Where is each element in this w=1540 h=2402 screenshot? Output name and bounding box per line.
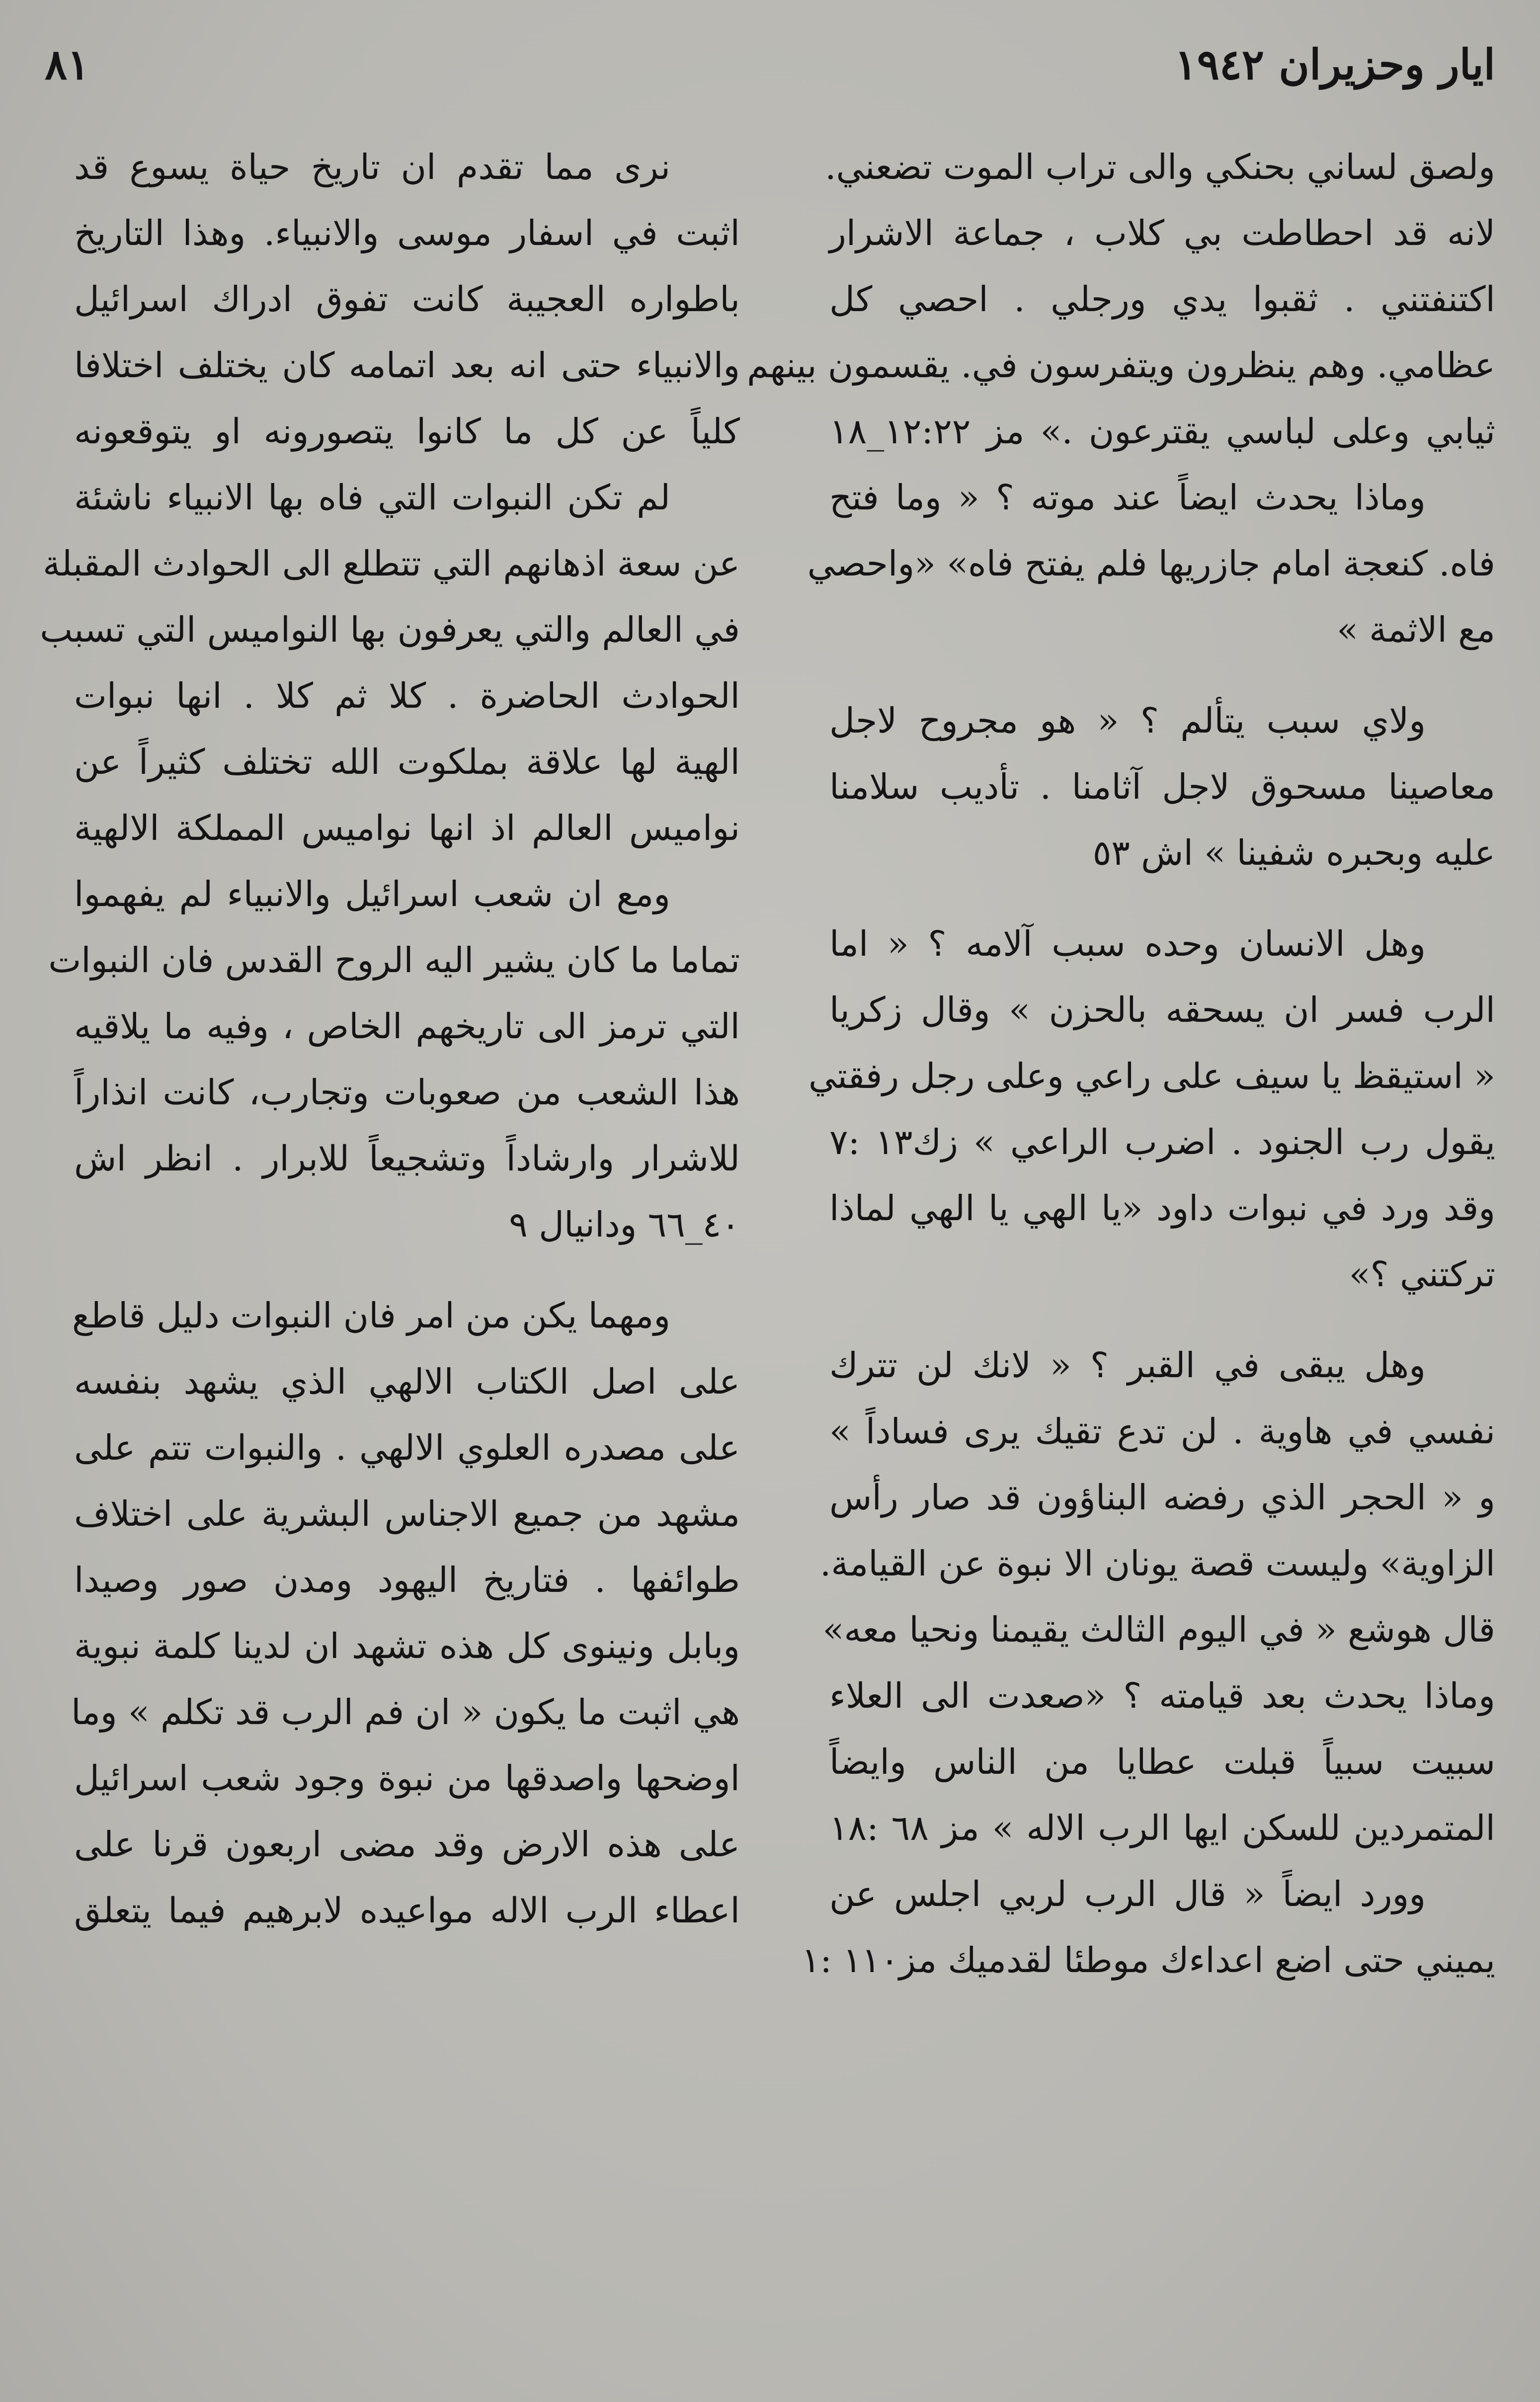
text-line: الرب فسر ان يسحقه بالحزن » وقال زكريا (829, 990, 1495, 1030)
paragraph-gap (74, 1258, 740, 1283)
text-line: على اصل الكتاب الالهي الذي يشهد بنفسه (74, 1361, 740, 1402)
text-line: باطواره العجيبة كانت تفوق ادراك اسرائيل (74, 279, 740, 320)
text-line: وبابل ونينوى كل هذه تشهد ان لدينا كلمة نبوية (74, 1626, 740, 1666)
text-line: نرى مما تقدم ان تاريخ حياة يسوع قد (74, 147, 670, 187)
text-line: المتمردين للسكن ايها الرب الاله » مز ٦٨ :١٨ (829, 1808, 1496, 1848)
text-line: والانبياء حتى انه بعد اتمامه كان يختلف اختلافا (74, 345, 740, 386)
text-line: عظامي. وهم ينظرون ويتفرسون في. يقسمون بينهم (747, 345, 1495, 386)
page-header (45, 35, 1495, 109)
text-line: لم تكن النبوات التي فاه بها الانبياء ناشئة (74, 477, 670, 518)
text-line: عليه وبحبره شفينا » اش ٥٣ (1092, 832, 1495, 873)
text-line: مع الاثمة » (1337, 609, 1495, 650)
text-line: وماذا يحدث بعد قيامته ؟ «صعدت الى العلاء (829, 1675, 1495, 1716)
text-line: ولاي سبب يتألم ؟ « هو مجروح لاجل (829, 700, 1426, 741)
text-line: الحوادث الحاضرة . كلا ثم كلا . انها نبوات (74, 675, 740, 716)
text-line: وماذا يحدث ايضاً عند موته ؟ « وما فتح (829, 477, 1426, 518)
text-line: الزاوية» وليست قصة يونان الا نبوة عن القيامة. (819, 1543, 1495, 1584)
running-title: ايار وحزيران ١٩٤٢ (1174, 40, 1495, 89)
text-line: للاشرار وارشاداً وتشجيعاً للابرار . انظر اش (74, 1138, 740, 1179)
text-line: وقد ورد في نبوات داود «يا الهي يا الهي لماذا (829, 1188, 1495, 1229)
text-line: يميني حتى اضع اعداءك موطئا لقدميك مز١١٠ :١ (801, 1940, 1495, 1981)
right-text-column (747, 134, 1496, 1993)
text-line: التي ترمز الى تاريخهم الخاص ، وفيه ما يلاقيه (74, 1006, 740, 1047)
text-line: وورد ايضاً « قال الرب لربي اجلس عن (829, 1874, 1426, 1914)
text-line: اثبت في اسفار موسى والانبياء. وهذا التاريخ (74, 213, 740, 253)
left-text-column (40, 134, 740, 1944)
text-line: في العالم والتي يعرفون بها النواميس التي تسبب (40, 609, 740, 650)
text-line: قال هوشع « في اليوم الثالث يقيمنا ونحيا معه» (822, 1609, 1495, 1650)
text-line: « استيقظ يا سيف على راعي وعلى رجل رفقتي (808, 1056, 1495, 1096)
text-line: فاه. كنعجة امام جازريها فلم يفتح فاه» «واحصي (807, 543, 1495, 584)
text-line: يقول رب الجنود . اضرب الراعي » زك١٣ :٧ (829, 1122, 1495, 1162)
text-line: ومهما يكن من امر فان النبوات دليل قاطع (72, 1295, 670, 1336)
paragraph-gap (829, 663, 1495, 688)
page-number: ٨١ (45, 40, 90, 89)
text-line: ثيابي وعلى لباسي يقترعون .» مز ١٢:٢٢_١٨ (829, 411, 1495, 452)
text-line: نفسي في هاوية . لن تدع تقيك يرى فساداً » (829, 1411, 1495, 1452)
text-line: هذا الشعب من صعوبات وتجارب، كانت انذاراً (74, 1072, 740, 1113)
text-line: ومع ان شعب اسرائيل والانبياء لم يفهموا (74, 874, 670, 914)
text-line: كلياً عن كل ما كانوا يتصورونه او يتوقعونه (74, 411, 740, 452)
paragraph-gap (829, 886, 1495, 911)
text-line: وهل يبقى في القبر ؟ « لانك لن تترك (829, 1345, 1426, 1386)
text-line: على مصدره العلوي الالهي . والنبوات تتم على (74, 1427, 740, 1468)
text-line: الهية لها علاقة بملكوت الله تختلف كثيراً عن (74, 742, 740, 782)
paragraph-gap (829, 1308, 1495, 1332)
text-line: وهل الانسان وحده سبب آلامه ؟ « اما (829, 923, 1426, 964)
text-line: مشهد من جميع الاجناس البشرية على اختلاف (74, 1493, 740, 1534)
text-line: ولصق لساني بحنكي والى تراب الموت تضعني. (825, 147, 1495, 187)
text-line: لانه قد احطاطت بي كلاب ، جماعة الاشرار (829, 213, 1495, 253)
text-line: معاصينا مسحوق لاجل آثامنا . تأديب سلامنا (829, 766, 1495, 807)
text-line: تماما ما كان يشير اليه الروح القدس فان النبوات (48, 940, 740, 981)
text-line: نواميس العالم اذ انها نواميس المملكة الالهية (74, 808, 740, 848)
text-line: اكتنفتني . ثقبوا يدي ورجلي . احصي كل (829, 279, 1495, 320)
text-line: على هذه الارض وقد مضى اربعون قرنا على (74, 1824, 740, 1865)
text-line: اوضحها واصدقها من نبوة وجود شعب اسرائيل (74, 1758, 740, 1799)
text-line: و « الحجر الذي رفضه البناؤون قد صار رأس (829, 1477, 1495, 1518)
text-line: سبيت سبياً قبلت عطايا من الناس وايضاً (829, 1741, 1495, 1782)
text-line: عن سعة اذهانهم التي تتطلع الى الحوادث المقبلة (43, 543, 740, 584)
text-line: ٤٠_٦٦ ودانيال ٩ (509, 1204, 740, 1245)
text-line: هي اثبت ما يكون « ان فم الرب قد تكلم » وما (71, 1692, 740, 1733)
text-line: اعطاء الرب الاله مواعيده لابرهيم فيما يتعلق (74, 1890, 740, 1931)
text-line: طوائفها . فتاريخ اليهود ومدن صور وصيدا (74, 1560, 740, 1600)
text-line: تركتني ؟» (1349, 1254, 1495, 1295)
